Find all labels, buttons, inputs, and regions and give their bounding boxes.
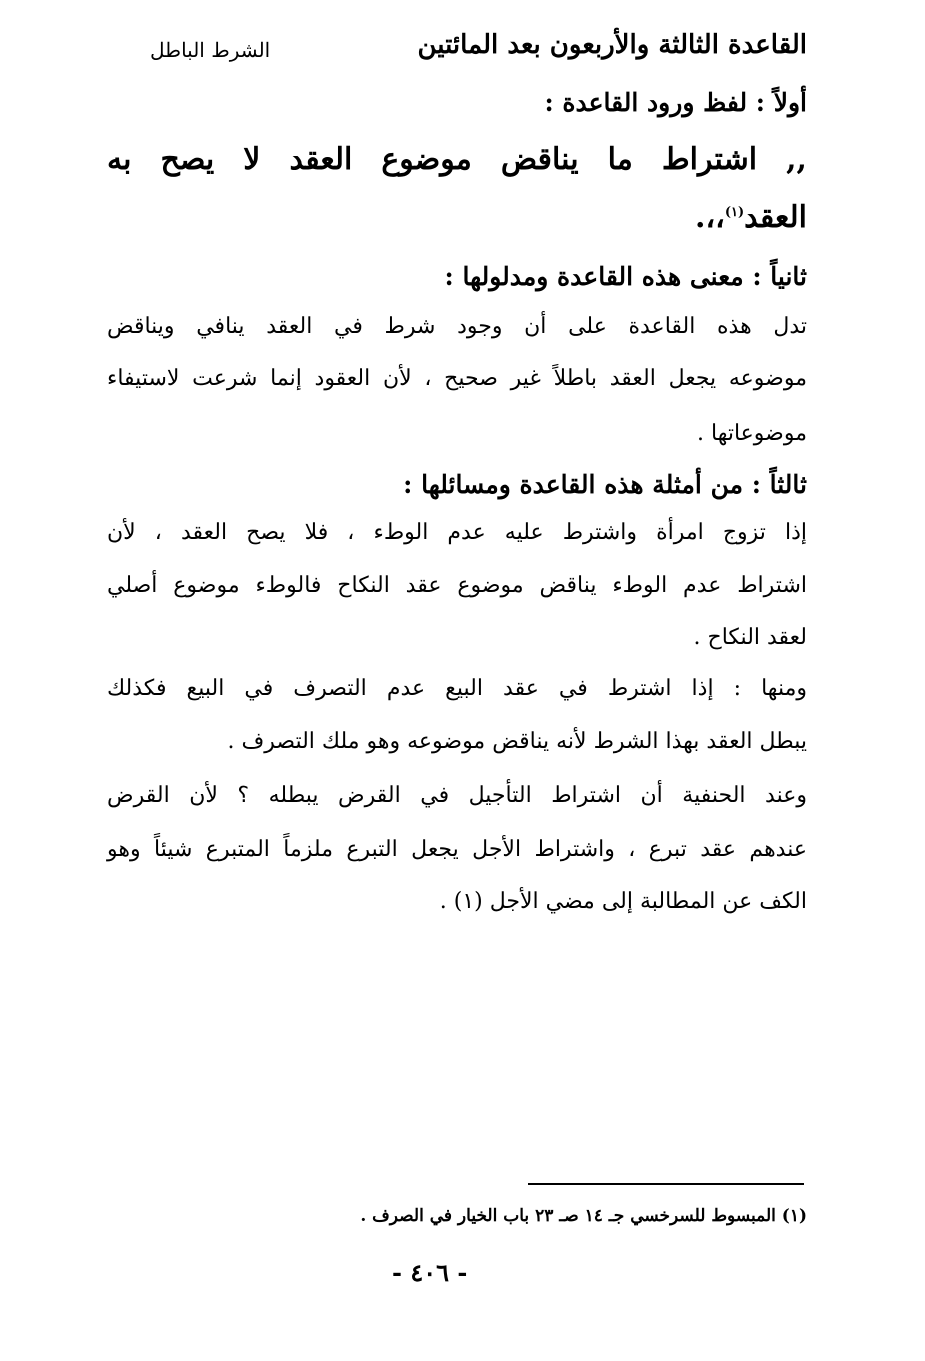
footnote: (١) المبسوط للسرخسي جـ ١٤ صـ ٢٣ باب الخيار في الصرف . (360, 1206, 807, 1226)
section-title: الشرط الباطل (150, 38, 271, 62)
rule-statement-word: العقد (744, 200, 807, 235)
meaning-line-3: موضوعاتها . (697, 421, 807, 446)
example-2-line-1: ومنها : إذا اشترط في عقد البيع عدم التصرف في البيع فكذلك (107, 676, 807, 701)
heading-meaning: ثانياً : معنى هذه القاعدة ومدلولها : (444, 262, 807, 291)
rule-statement-line-1: ,, اشتراط ما يناقض موضوع العقد لا يصح به (107, 142, 807, 177)
example-1-line-3: لعقد النكاح . (693, 625, 807, 650)
heading-examples: ثالثاً : من أمثلة هذه القاعدة ومسائلها : (403, 470, 807, 499)
example-3-line-1: وعند الحنفية أن اشتراط التأجيل في القرض يبطله ؟ لأن القرض (107, 783, 807, 808)
example-3-line-2: عندهم عقد تبرع ، واشتراط الأجل يجعل التبرع ملزماً المتبرع شيئاً وهو (107, 837, 807, 862)
footnote-separator (528, 1183, 804, 1185)
example-1-line-2: اشتراط عدم الوطء يناقض موضوع عقد النكاح فالوطء موضوع أصلي (107, 573, 807, 598)
meaning-line-1: تدل هذه القاعدة على أن وجود شرط في العقد ينافي ويناقض (107, 314, 807, 339)
example-2-line-2: يبطل العقد بهذا الشرط لأنه يناقض موضوعه وهو ملك التصرف . (227, 729, 807, 754)
rule-title: القاعدة الثالثة والأربعون بعد المائتين (417, 30, 807, 60)
rule-statement-line-2 (695, 200, 807, 235)
meaning-line-2: موضوعه يجعل العقد باطلاً غير صحيح ، لأن العقود إنما شرعت لاستيفاء (107, 366, 807, 391)
example-1-line-1: إذا تزوج امرأة واشترط عليه عدم الوطء ، فلا يصح العقد ، لأن (107, 520, 807, 545)
heading-rule-text: أولاً : لفظ ورود القاعدة : (544, 88, 807, 117)
rule-statement-end: ،،. (695, 200, 725, 235)
example-3-line-3: الكف عن المطالبة إلى مضي الأجل (١) . (439, 889, 807, 914)
footnote-reference: (١) (724, 205, 745, 220)
page-number: - ٤٠٦ - (392, 1258, 468, 1287)
